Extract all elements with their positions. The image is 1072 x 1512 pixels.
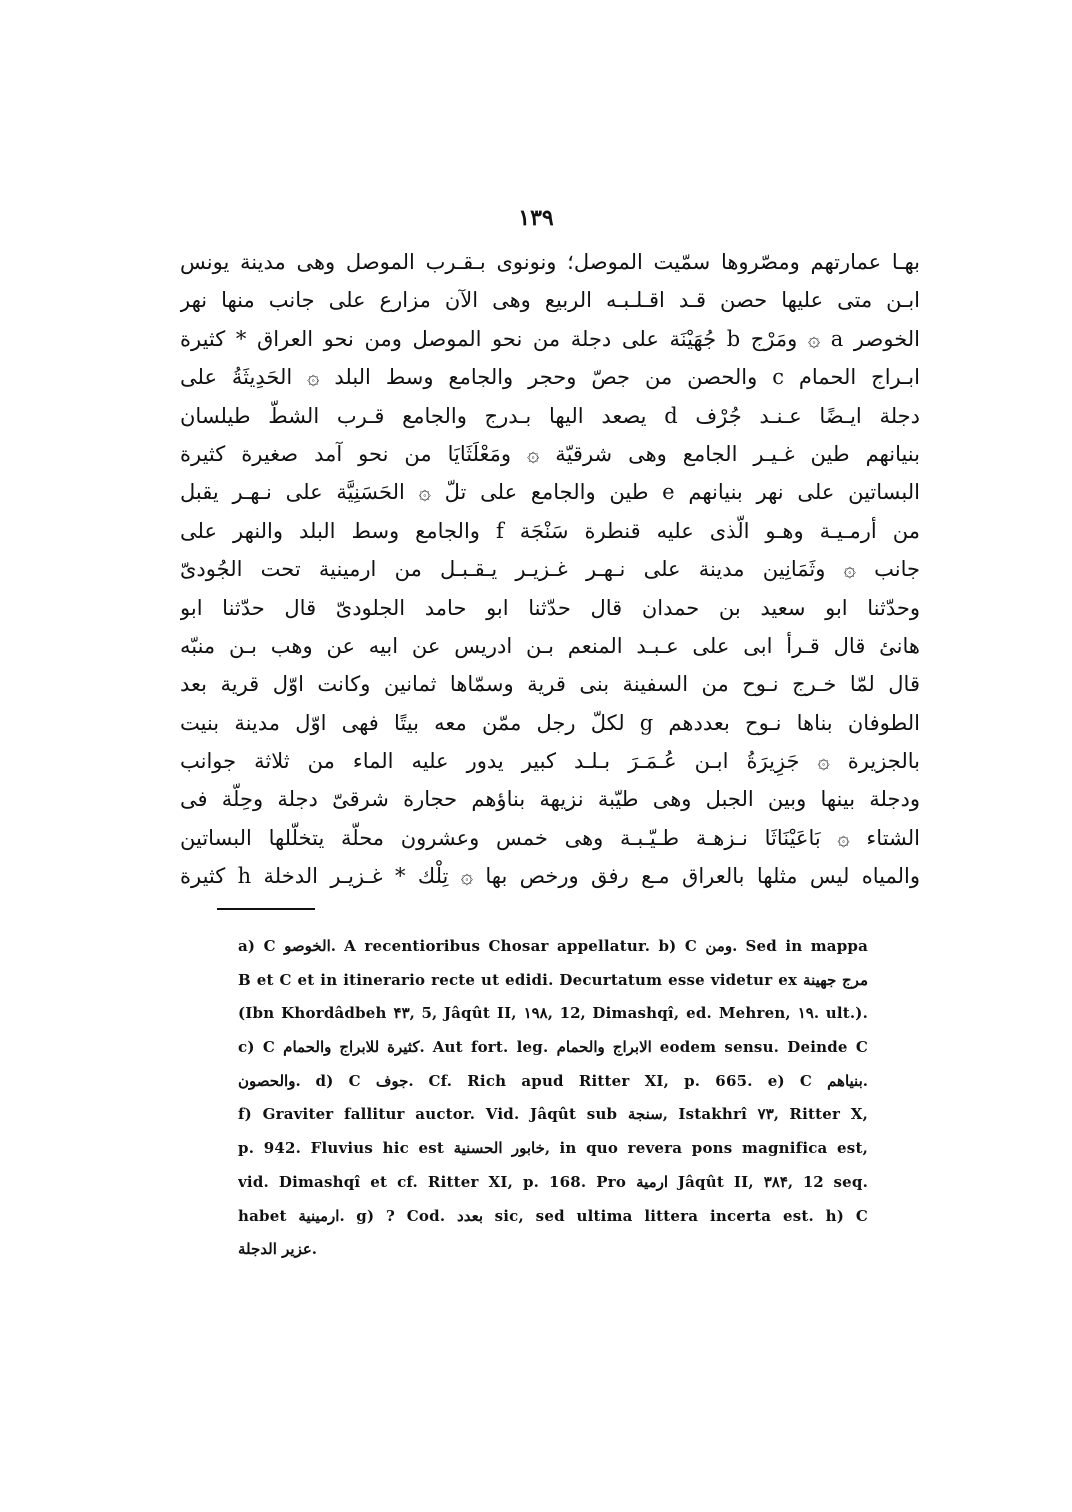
line-text: الطوفان بناها نـوح بعددهم g لكلّ رجل ممّن معه بيتًا فهى اوّل مدينة بنيت <box>180 710 920 735</box>
footnote-line: a) C الخوصو. A recentioribus Chosar appellatur. b) C ومن. Sed in mappa <box>238 937 868 955</box>
footnote-separator <box>217 908 315 910</box>
line-text: من أرمـيـة وهـو الّذى عليه قنطرة سَنْجَة f والجامع وسط البلد والنهر على <box>180 518 920 543</box>
page-number: ١٣٩ <box>518 205 554 231</box>
footnotes <box>238 930 868 1267</box>
text-line <box>180 512 920 550</box>
text-line <box>180 358 920 396</box>
line-text: ابـن متى عليها حصن قـد اقـلـبـه الربيع وهى الآن مزارع على جانب منها نهر <box>180 288 920 313</box>
line-text: والمياه ليس مثلها بالعراق مـع رفق ورخص بها ۞ تِلْك * غـزيـر الدخلة h كثيرة <box>180 864 920 889</box>
line-text: بهـا عمارتهم ومصّروها سمّيت الموصل؛ ونونوى بـقـرب الموصل وهى مدينة يونس <box>180 250 920 274</box>
line-text: وحدّثنا ابو سعيد بن حمدان قال حدّثنا ابو حامد الجلودىّ قال حدّثنا ابو <box>180 595 920 620</box>
line-text: الشتاء ۞ بَاعَيْنَاثَا نـزهـة طـيّـبـة وهى خمس وعشرون محلّة يتخلّلها البساتين <box>180 825 920 850</box>
line-text: الخوصر a ۞ ومَرْج b جُهَيْنَة على دجلة من نحو الموصل ومن نحو العراق * كثيرة <box>180 326 920 351</box>
text-line <box>180 589 920 627</box>
line-text: قال لمّا خـرج نـوح من السفينة بنى قرية وسمّاها ثمانين وكانت اوّل قرية بعد <box>180 672 920 697</box>
text-line <box>180 435 920 473</box>
text-line <box>180 281 920 319</box>
footnote-line: vid. Dimashqî et cf. Ritter XI, p. 168. Pro ارمية Jâqût II, ۳۸۴, 12 seq. <box>238 1172 868 1191</box>
line-text: ابـراج الحمام c والحصن من جصّ وحجر والجامع وسط البلد ۞ الحَدِيثَةُ على <box>180 365 920 390</box>
text-line <box>180 704 920 742</box>
line-text: جانب ۞ وثَمَانِين مدينة على نـهـر غـزيـر يـقـبـل من ارمينية تحت الجُودىّ <box>180 557 920 582</box>
footnote-line: f) Graviter fallitur auctor. Vid. Jâqût sub سنجة, Istakhrî ۷۳, Ritter X, <box>238 1105 868 1124</box>
footnote-line: عزير الدجلة. <box>238 1240 318 1259</box>
line-text: البساتين على نهر بنيانهم e طين والجامع على تلّ ۞ الحَسَنِيَّة على نـهـر يقبل <box>180 480 920 505</box>
text-line <box>180 550 920 588</box>
text-line <box>180 320 920 358</box>
text-line <box>180 857 920 895</box>
main-text <box>180 243 920 896</box>
text-line <box>180 819 920 857</box>
footnote-line: p. 942. Fluvius hic est خابور الحسنية, in quo revera pons magnifica est, <box>238 1139 868 1158</box>
line-text: دجلة ايـضًا عـنـد جُرْف d يصعد اليها بـدرج والجامع قـرب الشطّ طيلسان <box>180 403 920 428</box>
footnote-line: والحصون. d) C جوف. Cf. Rich apud Ritter XI, p. 665. e) C بنياهم. <box>238 1071 868 1090</box>
line-text: بالجزيرة ۞ جَزِيرَةُ ابـن عُـمَـرَ بـلـد كبير يدور عليه الماء من ثلاثة جوانب <box>180 749 920 774</box>
text-line <box>180 397 920 435</box>
footnote-line: (Ibn Khordâdbeh ۴۳, 5, Jâqût II, ۱۹۸, 12, Dimashqî, ed. Mehren, ۱۹. ult.). <box>238 1004 868 1023</box>
footnote-line: habet ارمينية. g) ? Cod. بعدد sic, sed ultima littera incerta est. h) C <box>238 1206 868 1225</box>
text-line <box>180 627 920 665</box>
text-line <box>180 742 920 780</box>
footnote-line: B et C et in itinerario recte ut edidi. Decurtatum esse videtur ex مرج جهينة <box>238 970 868 989</box>
text-line <box>180 665 920 703</box>
line-text: بنيانهم طين غـيـر الجامع وهى شرقيّة ۞ ومَعْلَثَايَا من نحو آمد صغيرة كثيرة <box>180 441 920 466</box>
footnote-line: c) C كثيرة للابراج والحمام. Aut fort. leg. الابراج والحمام eodem sensu. Deinde C <box>238 1038 868 1057</box>
text-line <box>180 473 920 511</box>
line-text: ودجلة بينها وبين الجبل وهى طيّبة نزيهة بناؤهم حجارة شرقىّ دجلة وحِلّة فى <box>180 787 920 812</box>
text-line <box>180 780 920 818</box>
text-line <box>180 243 920 281</box>
line-text: هانئ قال قـرأ ابى على عـبـد المنعم بـن ادريس عن ابيه عن وهب بـن منبّه <box>180 633 920 658</box>
